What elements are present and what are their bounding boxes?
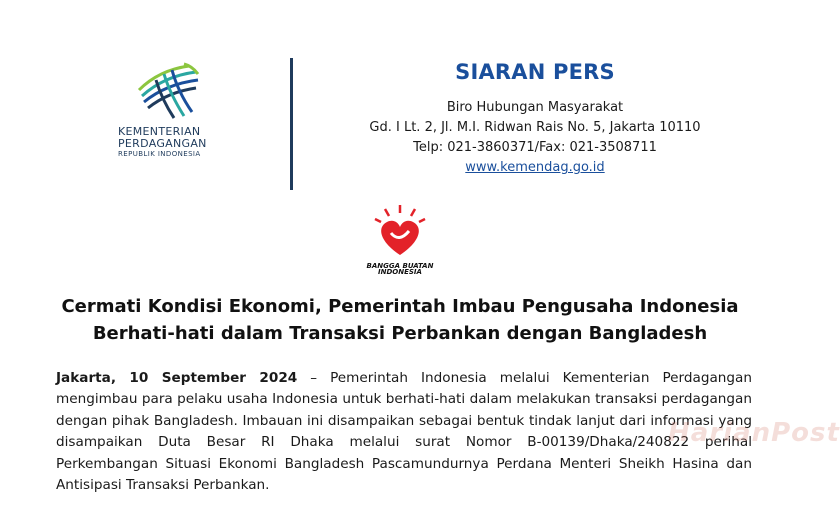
headline-line1: Cermati Kondisi Ekonomi, Pemerintah Imbau Pengusaha Indonesia — [61, 296, 739, 317]
badge-line2: INDONESIA — [378, 268, 422, 276]
press-body-paragraph — [56, 368, 752, 496]
press-bureau: Biro Hubungan Masyarakat — [446, 100, 624, 115]
ministry-logo — [118, 60, 238, 159]
press-address: Gd. I Lt. 2, Jl. M.I. Ridwan Rais No. 5, Jakarta 10110 — [369, 120, 701, 135]
press-phone: Telp: 021-3860371/Fax: 021-3508711 — [413, 140, 657, 155]
heart-icon — [369, 203, 431, 259]
press-header — [330, 60, 740, 178]
ministry-name-line2: PERDAGANGAN — [118, 137, 207, 150]
press-headline — [40, 293, 760, 347]
headline-line2: Berhati-hati dalam Transaksi Perbankan dengan Bangladesh — [92, 323, 708, 344]
body-text: – Pemerintah Indonesia melalui Kementerian Perdagangan mengimbau para pelaku usaha Indonesia untuk berhati-hati dalam melakukan transaksi perdagangan dengan pihak Bangladesh. Imbauan ini disampaikan sebagai bentuk tindak lanjut dari informasi yang disampaikan Duta Besar RI Dhaka melalui surat Nomor B-00139/Dhaka/240822 perihal Perkembangan Situasi Ekonomi Bangladesh Pascamundurnya Perdana Menteri Sheikh Hasina dan Antisipasi Transaksi Perbankan. — [56, 370, 752, 494]
ministry-name-line1: KEMENTERIAN — [118, 125, 201, 138]
ministry-emblem-icon — [134, 60, 204, 120]
press-title: SIARAN PERS — [455, 60, 615, 84]
watermark: HarianPost — [668, 418, 840, 448]
website-link[interactable]: www.kemendag.go.id — [465, 160, 605, 175]
badge-line1: BANGGA BUATAN — [366, 262, 434, 270]
bangga-buatan-indonesia-badge — [355, 203, 445, 276]
dateline: Jakarta, 10 September 2024 — [56, 370, 298, 386]
ministry-name-line3: REPUBLIK INDONESIA — [118, 150, 201, 158]
header-divider — [290, 58, 293, 190]
